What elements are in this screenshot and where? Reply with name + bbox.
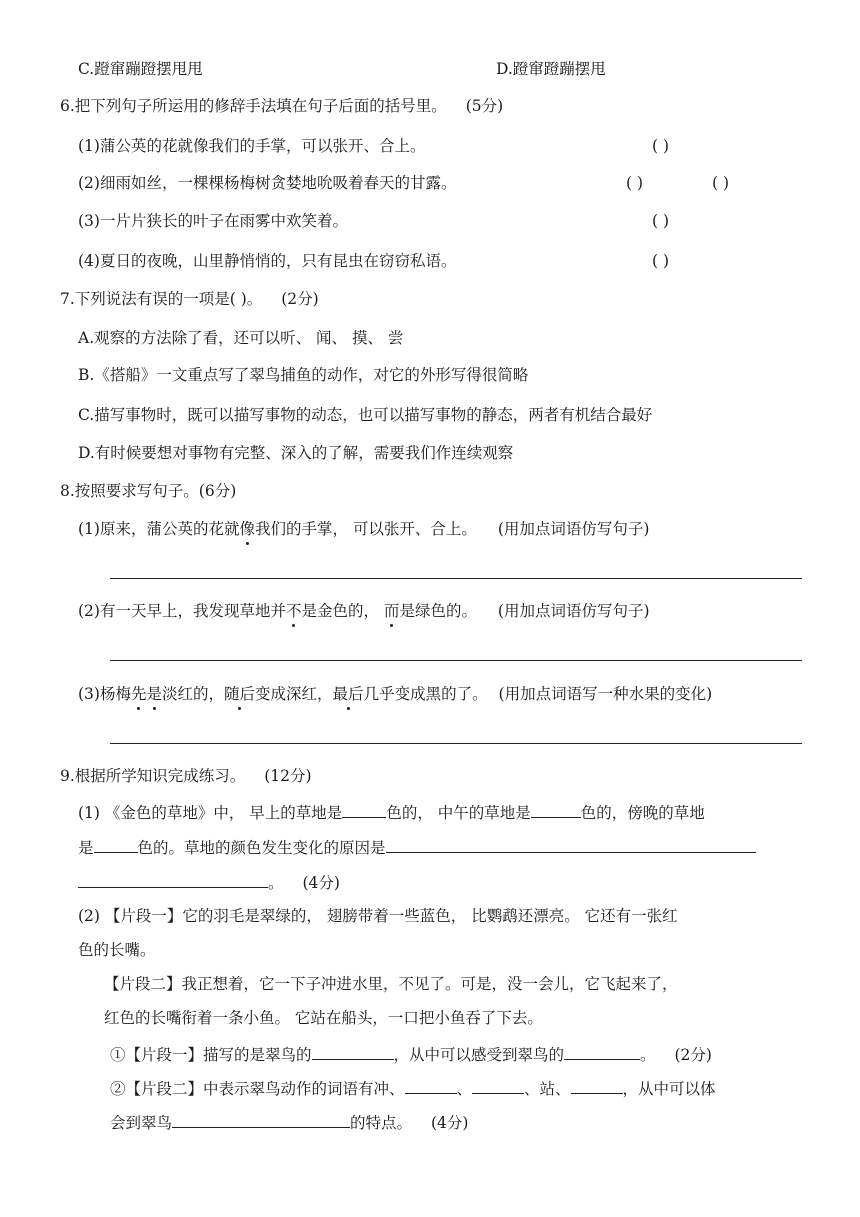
q9-sub2-text-d: ，从中可以体 bbox=[622, 1080, 716, 1098]
q9-sub2-comma: 、 bbox=[456, 1080, 473, 1098]
q7-option-d: D.有时候要想对事物有完整、深入的了解，需要我们作连续观察 bbox=[78, 444, 514, 462]
q8-s1-dotted-word: 像 bbox=[239, 520, 255, 538]
q9-blank-morning[interactable] bbox=[342, 801, 386, 818]
q9-p1-score: (4分) bbox=[302, 874, 340, 892]
option-d: D.蹬窜蹬蹦摆甩 bbox=[496, 60, 606, 78]
question-9-score: (12分) bbox=[264, 767, 312, 785]
q7-option-c: C.描写事物时，既可以描写事物的动态，也可以描写事物的静态，两者有机结合最好 bbox=[78, 406, 653, 424]
q6-answer-3[interactable]: ( ) bbox=[652, 212, 670, 230]
q9-blank-describes[interactable] bbox=[312, 1043, 394, 1060]
q8-s3-dotted-3: 随后 bbox=[224, 685, 256, 703]
q9-blank-reason[interactable] bbox=[386, 836, 756, 853]
question-9-title bbox=[60, 766, 312, 786]
question-7-text: 7.下列说法有误的一项是( )。 bbox=[60, 290, 263, 308]
q7-option-a: A.观察的方法除了看，还可以听、 闻、 摸、 尝 bbox=[78, 329, 404, 347]
question-7-title bbox=[60, 289, 319, 309]
q8-s2-part-c: 是绿色的。 bbox=[399, 602, 477, 620]
q6-item-3: (3)一片片狭长的叶子在雨雾中欢笑着。 bbox=[78, 212, 348, 230]
q7-option-b: B.《搭船》一文重点写了翠鸟捕鱼的动作，对它的外形写得很简略 bbox=[78, 366, 529, 384]
q9-p1-text-d: 是 bbox=[78, 839, 94, 857]
q9-part-1-line-2 bbox=[78, 836, 756, 858]
q8-s1-part-b: 我们的手掌， 可以张开、合上。 bbox=[254, 520, 477, 538]
q6-item-2: (2)细雨如丝，一棵棵杨梅树贪婪地吮吸着春天的甘露。 bbox=[78, 174, 457, 192]
q6-answer-2b[interactable]: ( ) bbox=[712, 174, 730, 192]
q9-blank-feel[interactable] bbox=[564, 1043, 640, 1060]
q9-blank-feature[interactable] bbox=[172, 1111, 350, 1128]
q8-s3-part-b: 淡红的， bbox=[162, 685, 225, 703]
q9-part-2-line-4: 红色的长嘴衔着一条小鱼。 它站在船头，一口把小鱼吞了下去。 bbox=[104, 1009, 543, 1027]
q9-sub2-text-a: ②【片段二】中表示翠鸟动作的词语有冲、 bbox=[110, 1080, 405, 1098]
q9-sub1-text-b: ，从中可以感受到翠鸟的 bbox=[393, 1046, 565, 1064]
q8-s2-part-b: 是金色的， bbox=[301, 602, 384, 620]
q9-sub-1 bbox=[110, 1043, 712, 1065]
q6-answer-4[interactable]: ( ) bbox=[652, 252, 670, 270]
q8-answer-line-2[interactable] bbox=[110, 660, 802, 661]
q6-answer-1[interactable]: ( ) bbox=[652, 137, 670, 155]
q9-sub1-text-a: ①【片段一】描写的是翠鸟的 bbox=[110, 1046, 312, 1064]
q9-blank-verb-3[interactable] bbox=[571, 1077, 623, 1094]
q9-part-1-line-1 bbox=[78, 801, 705, 823]
q9-sub1-period: 。 bbox=[640, 1046, 656, 1064]
question-9-text: 9.根据所学知识完成练习。 bbox=[60, 767, 246, 785]
q9-sub2-text-f: 的特点。 bbox=[350, 1114, 413, 1132]
question-8-title: 8.按照要求写句子。(6分) bbox=[60, 482, 237, 500]
q9-blank-verb-2[interactable] bbox=[472, 1077, 524, 1094]
option-c: C.蹬窜蹦蹬摆甩甩 bbox=[78, 60, 203, 78]
q9-p1-period: 。 bbox=[268, 874, 284, 892]
q8-s3-part-a: (3)杨梅 bbox=[78, 685, 131, 703]
q9-sub2-score: (4分) bbox=[430, 1114, 469, 1132]
q9-sub1-score: (2分) bbox=[674, 1046, 712, 1064]
q9-p1-text-e: 色的。草地的颜色发生变化的原因是 bbox=[137, 839, 386, 857]
q9-sub2-text-c: 、站、 bbox=[524, 1080, 571, 1098]
q6-answer-2a[interactable]: ( ) bbox=[626, 174, 644, 192]
q6-item-1: (1)蒲公英的花就像我们的手掌，可以张开、合上。 bbox=[78, 137, 426, 155]
question-6-text: 6.把下列句子所运用的修辞手法填在句子后面的括号里。 bbox=[60, 97, 447, 115]
q9-part-1-line-3 bbox=[78, 871, 340, 893]
q9-p1-text-a: (1) 《金色的草地》中， 早上的草地是 bbox=[78, 804, 343, 822]
q9-part-2-line-3: 【片段二】我正想着，它一下子冲进水里，不见了。可是，没一会儿，它飞起来了， bbox=[104, 975, 678, 993]
q9-part-2-line-2: 色的长嘴。 bbox=[78, 941, 156, 959]
q8-sentence-2 bbox=[78, 601, 650, 621]
q8-s3-part-c: 变成深红， bbox=[255, 685, 333, 703]
q9-blank-evening[interactable] bbox=[94, 836, 138, 853]
q9-sub-2-line-2 bbox=[110, 1111, 468, 1133]
q8-s1-part-a: (1)原来，蒲公英的花就 bbox=[78, 520, 240, 538]
question-7-score: (2分) bbox=[281, 290, 319, 308]
q8-s3-dotted-4: 最后 bbox=[332, 685, 364, 703]
q8-s3-part-d: 几乎变成黑的了。 bbox=[363, 685, 488, 703]
q9-blank-reason-cont[interactable] bbox=[78, 871, 268, 888]
q8-s3-dotted-1: 先 bbox=[130, 685, 147, 703]
q8-sentence-1 bbox=[78, 519, 649, 539]
q8-s1-instruction: (用加点词语仿写句子) bbox=[497, 520, 650, 538]
q9-blank-noon[interactable] bbox=[531, 801, 581, 818]
q9-sub2-text-e: 会到翠鸟 bbox=[110, 1114, 173, 1132]
q9-p1-text-b: 色的， 中午的草地是 bbox=[386, 804, 531, 822]
q8-answer-line-3[interactable] bbox=[110, 743, 802, 744]
q9-p1-text-c: 色的，傍晚的草地 bbox=[580, 804, 705, 822]
q8-s3-dotted-2: 是 bbox=[146, 685, 162, 703]
q8-s2-dotted-word-2: 而 bbox=[383, 602, 400, 620]
q8-s2-instruction: (用加点词语仿写句子) bbox=[497, 602, 650, 620]
q9-sub-2-line-1 bbox=[110, 1077, 716, 1099]
question-6-score: (5分) bbox=[465, 97, 504, 115]
q8-sentence-3 bbox=[78, 684, 712, 704]
q9-part-2-line-1: (2) 【片段一】它的羽毛是翠绿的， 翅膀带着一些蓝色， 比鹦鹉还漂亮。 它还有一张红 bbox=[78, 907, 678, 925]
q8-answer-line-1[interactable] bbox=[110, 578, 802, 579]
q8-s2-part-a: (2)有一天早上，我发现草地并 bbox=[78, 602, 286, 620]
q6-item-4: (4)夏日的夜晚，山里静悄悄的，只有昆虫在窃窃私语。 bbox=[78, 252, 457, 270]
q8-s2-dotted-word-1: 不 bbox=[285, 602, 302, 620]
q8-s3-instruction: (用加点词语写一种水果的变化) bbox=[498, 685, 713, 703]
question-6-title bbox=[60, 96, 503, 116]
q9-blank-verb-1[interactable] bbox=[405, 1077, 457, 1094]
